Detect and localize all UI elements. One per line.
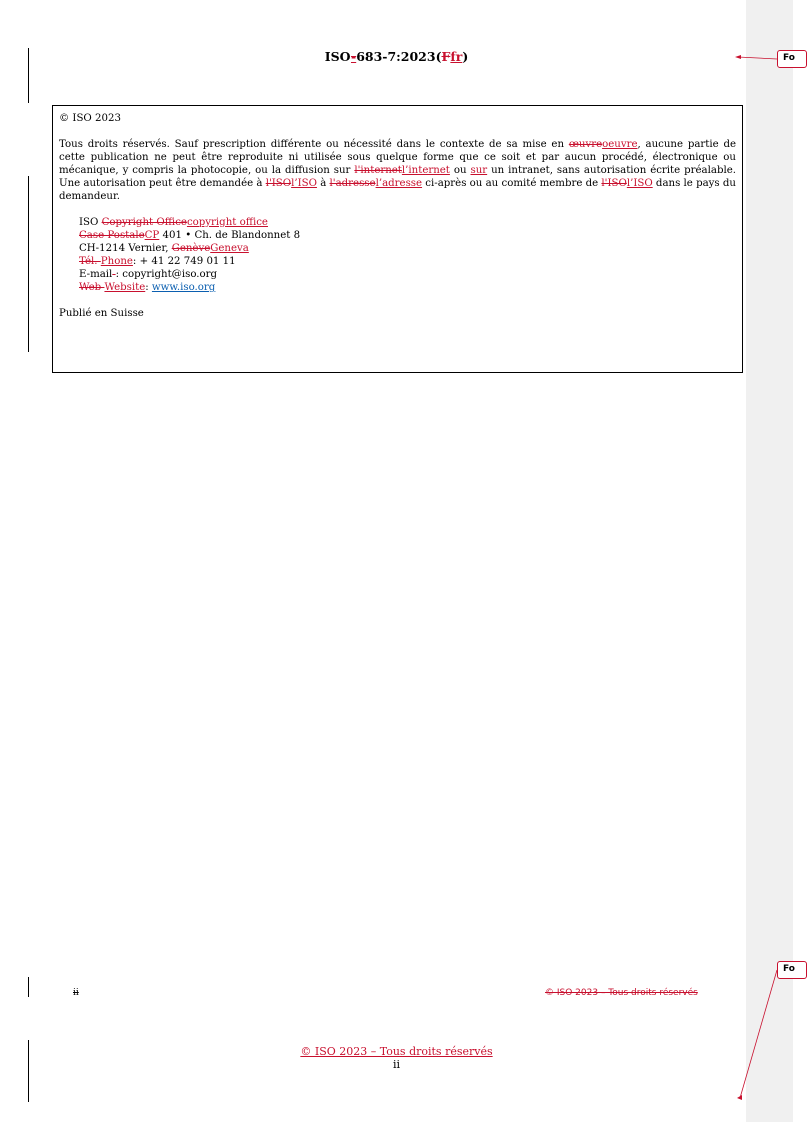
- body-text: : + 41 22 749 01 11: [132, 256, 236, 267]
- address-line: [79, 242, 736, 255]
- address-line: [79, 229, 736, 242]
- comment-balloon[interactable]: Fo: [777, 961, 807, 979]
- deleted-text: Web: [79, 282, 105, 293]
- body-text: un intranet, sans autorisation écrite préalable. Une autorisation peut être demandée à: [59, 165, 736, 189]
- inserted-text: l’ISO: [291, 178, 317, 189]
- inserted-text: oeuvre: [602, 139, 638, 150]
- body-text: dans le pays du demandeur.: [59, 178, 736, 202]
- header-close: ): [462, 49, 469, 64]
- inserted-text: copyright office: [186, 217, 268, 228]
- footer-rights: © ISO 2023 – Tous droits réservés: [300, 1045, 493, 1058]
- body-text: Tous droits réservés. Sauf prescription différente ou nécessité dans le contexte de sa mise en: [59, 139, 569, 150]
- copyright-box: [52, 105, 743, 373]
- body-text: 401 • Ch. de Blandonnet 8: [159, 230, 301, 241]
- page-number: ii: [392, 1058, 401, 1071]
- page-footer: [0, 1045, 793, 1071]
- page-header: [0, 49, 793, 64]
- inserted-text: l’ISO: [626, 178, 653, 189]
- deleted-text: Tél.: [79, 256, 101, 267]
- address-line: [79, 216, 736, 229]
- inserted-text: fr: [450, 49, 463, 64]
- body-text: :: [145, 282, 152, 293]
- inserted-text: l’adresse: [375, 178, 423, 189]
- deleted-text: œuvre: [568, 139, 603, 150]
- deleted-text: -: [350, 49, 357, 64]
- header-iso: ISO: [324, 49, 351, 64]
- inserted-text: sur: [470, 165, 488, 176]
- body-text: ci-après ou au comité membre de: [422, 178, 602, 189]
- body-text: ISO: [79, 217, 102, 228]
- inserted-text: CP: [144, 230, 160, 241]
- deleted-text: Genève: [171, 243, 211, 254]
- body-text: ou: [449, 165, 471, 176]
- deleted-text: F: [441, 49, 451, 64]
- body-text: CH-1214 Vernier,: [79, 243, 172, 254]
- address-line: [79, 268, 736, 281]
- deleted-text: l'ISO: [601, 178, 627, 189]
- iso-website-link[interactable]: www.iso.org: [151, 282, 216, 293]
- deleted-text: l'internet: [354, 165, 402, 176]
- body-text: , aucune partie de cette publication ne peut être reproduite ni utilisée sous quelque forme que ce soit et par aucun procédé, électronique ou mécanique, y compris la photocopie, ou la diffusion sur: [59, 139, 737, 176]
- address-line: [79, 281, 736, 294]
- iso-address-block: [59, 216, 736, 294]
- deleted-text: Copyright Office: [101, 217, 187, 228]
- inserted-text: Phone: [100, 256, 133, 267]
- deleted-footer-rights: © ISO 2023 – Tous droits réservés: [545, 988, 698, 998]
- address-line: [79, 255, 736, 268]
- body-text: : copyright@iso.org: [115, 269, 218, 280]
- header-number: 683-7:2023(: [356, 49, 442, 64]
- copyright-heading: © ISO 2023: [59, 113, 121, 124]
- published-in: Publié en Suisse: [59, 308, 144, 319]
- comment-balloon[interactable]: Fo: [777, 50, 807, 68]
- inserted-text: Website: [104, 282, 146, 293]
- deleted-page-number: ii: [73, 988, 79, 998]
- deleted-text: l'adresse: [329, 178, 376, 189]
- copyright-paragraph: [59, 138, 736, 203]
- body-text: E-mail: [79, 269, 113, 280]
- inserted-text: Geneva: [210, 243, 249, 254]
- deleted-text: Case Postale: [79, 230, 145, 241]
- inserted-text: l’internet: [401, 165, 450, 176]
- body-text: à: [316, 178, 330, 189]
- deleted-text: l'ISO: [265, 178, 292, 189]
